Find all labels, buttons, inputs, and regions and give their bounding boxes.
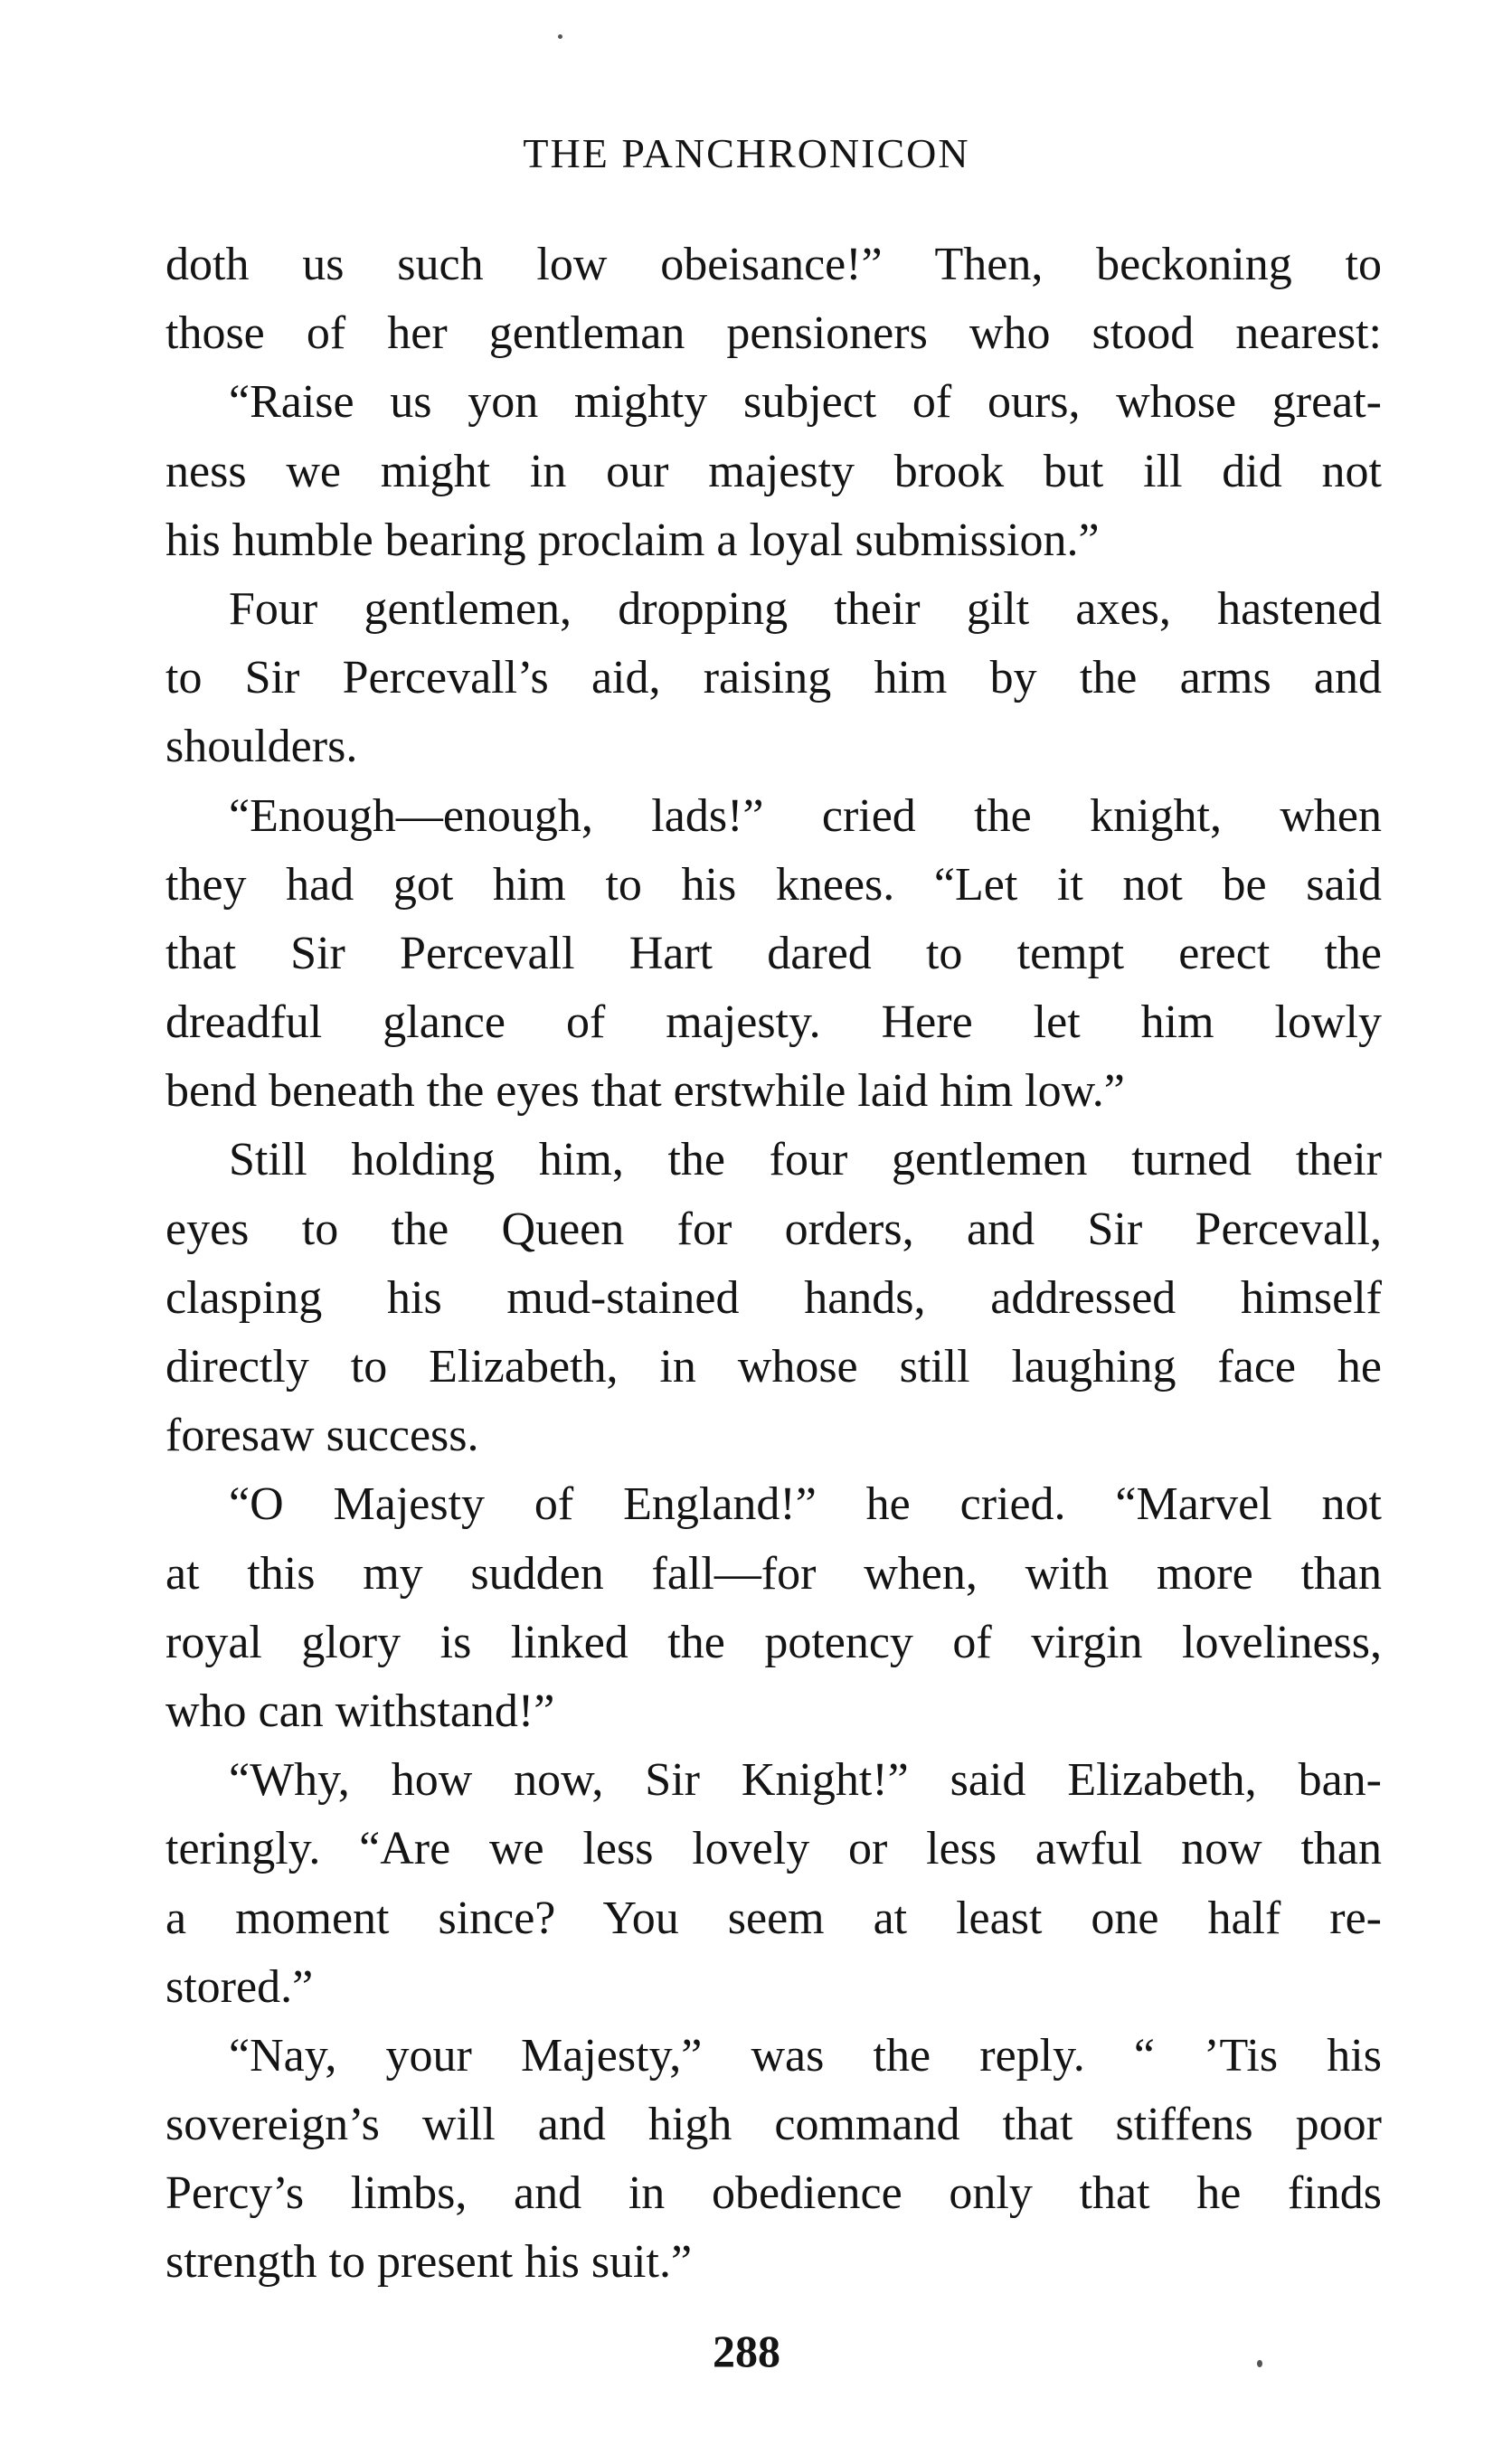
- text-line: his humble bearing proclaim a loyal submission.”: [165, 514, 1100, 566]
- body-text: [165, 231, 1382, 2298]
- text-line: teringly. “Are we less lovely or less awful now than: [165, 1823, 1382, 1875]
- text-line: “Enough—enough, lads!” cried the knight, when: [229, 789, 1382, 842]
- text-line: that Sir Percevall Hart dared to tempt erect the: [165, 927, 1382, 979]
- text-line: those of her gentleman pensioners who stood nearest:: [165, 307, 1382, 360]
- text-line: Four gentlemen, dropping their gilt axes, hastened: [229, 582, 1382, 635]
- text-line: doth us such low obeisance!” Then, beckoning to: [165, 239, 1382, 290]
- text-line: “O Majesty of England!” he cried. “Marvel not: [229, 1478, 1382, 1531]
- text-line: sovereign’s will and high command that stiffens poor: [165, 2099, 1382, 2151]
- print-speck: [558, 34, 562, 39]
- text-line: strength to present his suit.”: [165, 2236, 693, 2289]
- text-line: dreadful glance of majesty. Here let him lowly: [165, 996, 1382, 1049]
- text-line: stored.”: [165, 1960, 314, 2013]
- text-line: royal glory is linked the potency of virgin loveliness,: [165, 1616, 1382, 1668]
- text-line: eyes to the Queen for orders, and Sir Percevall,: [165, 1203, 1382, 1255]
- running-head: THE PANCHRONICON: [523, 130, 970, 176]
- text-line: a moment since? You seem at least one half re-: [165, 1892, 1382, 1944]
- text-line: ness we might in our majesty brook but ill did not: [165, 445, 1382, 497]
- text-line: clasping his mud-stained hands, addressed himself: [165, 1271, 1382, 1324]
- text-line: “Raise us yon mighty subject of ours, whose great-: [229, 376, 1382, 429]
- text-line: at this my sudden fall—for when, with more than: [165, 1547, 1382, 1600]
- text-line: Percy’s limbs, and in obedience only that he finds: [165, 2167, 1382, 2220]
- text-line: foresaw success.: [165, 1410, 479, 1462]
- text-line: to Sir Percevall’s aid, raising him by the arms and: [165, 652, 1382, 704]
- text-line: directly to Elizabeth, in whose still laughing face he: [165, 1341, 1382, 1392]
- text-line: bend beneath the eyes that erstwhile laid him low.”: [165, 1065, 1125, 1118]
- text-line: Still holding him, the four gentlemen turned their: [229, 1134, 1382, 1186]
- page-number: 288: [713, 2326, 780, 2376]
- text-line: “Nay, your Majesty,” was the reply. “ ’Tis his: [229, 2029, 1382, 2082]
- text-line: shoulders.: [165, 721, 358, 773]
- text-line: who can withstand!”: [165, 1685, 555, 1737]
- text-line: they had got him to his knees. “Let it not be said: [165, 858, 1382, 911]
- text-line: “Why, how now, Sir Knight!” said Elizabeth, ban-: [229, 1754, 1382, 1807]
